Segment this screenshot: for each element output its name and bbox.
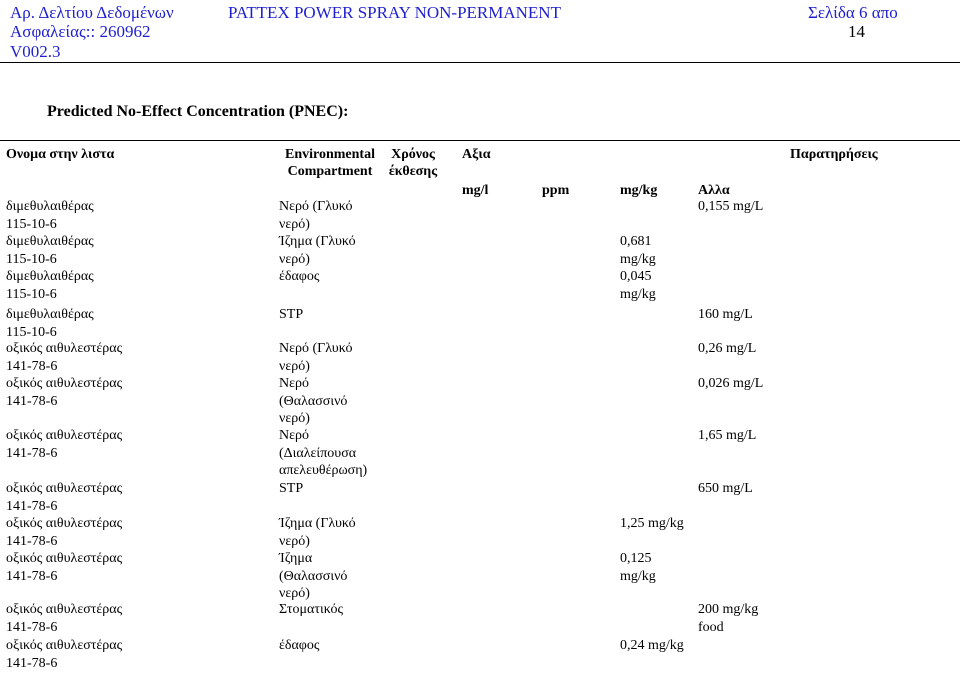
- row-value-other: 160 mg/L: [698, 307, 753, 322]
- col-header-name: Ονομα στην λιστα: [6, 147, 115, 162]
- row-name: οξικός αιθυλεστέρας 141-78-6: [6, 602, 123, 635]
- subheader-ppm: ppm: [542, 183, 570, 198]
- row-compartment: Νερό (Θαλασσινό νερό): [279, 376, 348, 426]
- row-name: οξικός αιθυλεστέρας 141-78-6: [6, 638, 123, 671]
- subheader-mgkg: mg/kg: [620, 183, 658, 198]
- version: V002.3: [10, 42, 61, 61]
- subheader-other: Αλλα: [698, 183, 730, 198]
- col-header-compartment: [279, 146, 381, 180]
- row-name: οξικός αιθυλεστέρας 141-78-6: [6, 376, 123, 409]
- col-header-value: Αξια: [462, 147, 491, 162]
- sds-number-line1: Αρ. Δελτίου Δεδομένων: [10, 3, 174, 22]
- product-name: PATTEX POWER SPRAY NON-PERMANENT: [228, 3, 561, 22]
- row-value-mgkg: 1,25 mg/kg: [620, 516, 684, 531]
- row-value-other: 0,155 mg/L: [698, 199, 764, 214]
- subheader-mgl: mg/l: [462, 183, 489, 198]
- col-header-compartment-l2: Compartment: [287, 164, 373, 179]
- table-top-rule: [0, 140, 960, 141]
- row-name: οξικός αιθυλεστέρας 141-78-6: [6, 481, 123, 514]
- col-header-exposure-l2: έκθεσης: [388, 164, 438, 179]
- page-total: 14: [848, 22, 865, 41]
- col-header-exposure: [383, 146, 443, 180]
- row-name: διμεθυλαιθέρας 115-10-6: [6, 234, 94, 267]
- row-compartment: Νερό (Γλυκό νερό): [279, 199, 353, 232]
- sds-number-line2: Ασφαλείας:: 260962: [10, 22, 151, 41]
- row-compartment: Ίζημα (Θαλασσινό νερό): [279, 551, 348, 601]
- row-value-mgkg: 0,125 mg/kg: [620, 551, 656, 584]
- row-compartment: έδαφος: [279, 638, 320, 653]
- row-compartment: Ίζημα (Γλυκό νερό): [279, 234, 356, 267]
- row-name: διμεθυλαιθέρας 115-10-6: [6, 269, 94, 302]
- section-title: Predicted No-Effect Concentration (PNEC):: [47, 103, 349, 120]
- row-name: οξικός αιθυλεστέρας 141-78-6: [6, 516, 123, 549]
- page-label: Σελίδα 6 απο: [808, 3, 898, 22]
- row-value-other: 650 mg/L: [698, 481, 753, 496]
- row-compartment: Στοματικός: [279, 602, 344, 617]
- row-value-mgkg: 0,045 mg/kg: [620, 269, 656, 302]
- row-value-mgkg: 0,24 mg/kg: [620, 638, 684, 653]
- col-header-compartment-l1: Environmental: [285, 147, 375, 162]
- row-name: διμεθυλαιθέρας 115-10-6: [6, 307, 94, 340]
- row-name: οξικός αιθυλεστέρας 141-78-6: [6, 428, 123, 461]
- col-header-remarks: Παρατηρήσεις: [790, 147, 878, 162]
- row-value-other: 0,026 mg/L: [698, 376, 764, 391]
- row-value-other: 0,26 mg/L: [698, 341, 757, 356]
- row-compartment: Νερό (Γλυκό νερό): [279, 341, 353, 374]
- row-compartment: STP: [279, 481, 304, 496]
- row-name: διμεθυλαιθέρας 115-10-6: [6, 199, 94, 232]
- row-compartment: STP: [279, 307, 304, 322]
- row-value-other: 1,65 mg/L: [698, 428, 757, 443]
- row-compartment: Νερό (Διαλείπουσα απελευθέρωση): [279, 428, 368, 478]
- header-divider: [0, 62, 960, 63]
- row-name: οξικός αιθυλεστέρας 141-78-6: [6, 551, 123, 584]
- row-name: οξικός αιθυλεστέρας 141-78-6: [6, 341, 123, 374]
- row-value-other: 200 mg/kg food: [698, 602, 759, 635]
- col-header-exposure-l1: Χρόνος: [391, 147, 435, 162]
- row-compartment: έδαφος: [279, 269, 320, 284]
- row-value-mgkg: 0,681 mg/kg: [620, 234, 656, 267]
- row-compartment: Ίζημα (Γλυκό νερό): [279, 516, 356, 549]
